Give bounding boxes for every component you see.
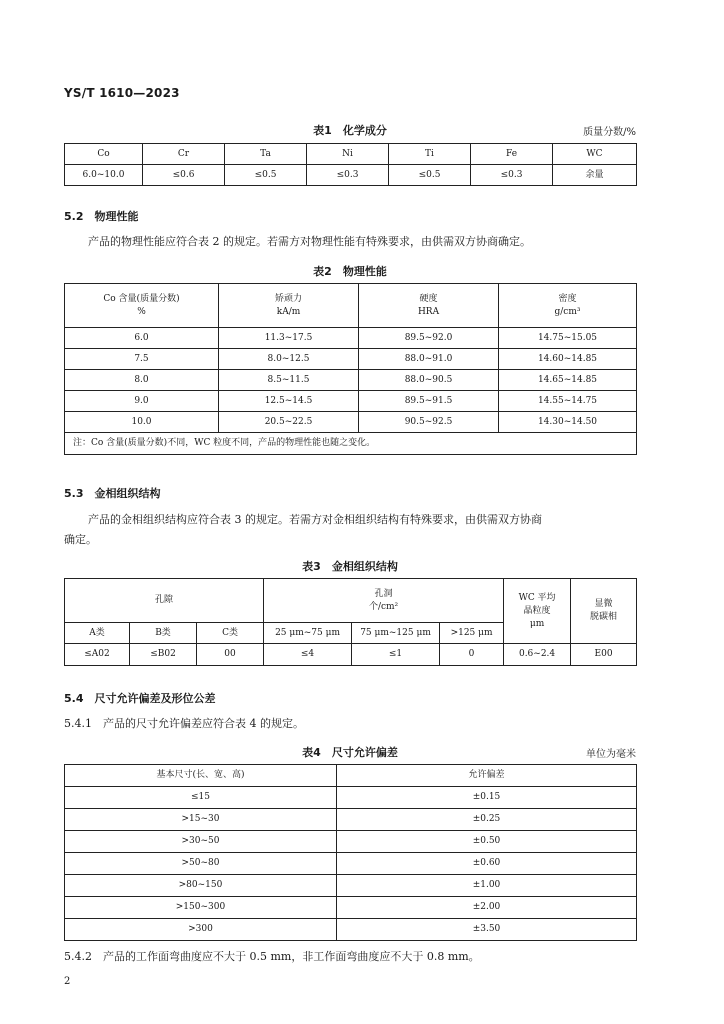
pores-header: 孔隙 — [65, 579, 264, 623]
table-cell: 14.30~14.50 — [499, 412, 637, 433]
table-header-cell: 矫顽力 kA/m — [219, 284, 359, 328]
table-cell: 6.0 — [65, 328, 219, 349]
table-cell: >15~30 — [65, 809, 337, 831]
table-cell: 12.5~14.5 — [219, 391, 359, 412]
table-header-cell: C类 — [197, 623, 264, 644]
section-5-3-text-line1: 产品的金相组织结构应符合表 3 的规定。若需方对金相组织结构有特殊要求，由供需双方协商 — [88, 513, 542, 526]
table-cell: ≤0.6 — [143, 165, 225, 186]
table-cell: >150~300 — [65, 897, 337, 919]
section-5-2-text: 产品的物理性能应符合表 2 的规定。若需方对物理性能有特殊要求，由供需双方协商确定。 — [88, 235, 531, 248]
chemical-composition-table — [64, 143, 637, 186]
page-number: 2 — [64, 976, 71, 987]
table-cell: 89.5~92.0 — [359, 328, 499, 349]
section-5-2-heading: 5.2 物理性能 — [64, 210, 139, 223]
table-header-cell: 硬度 HRA — [359, 284, 499, 328]
table-cell: E00 — [571, 644, 637, 666]
table-cell: ≤0.5 — [389, 165, 471, 186]
table-cell: ≤15 — [65, 787, 337, 809]
table-header-cell: Ti — [389, 144, 471, 165]
table-cell: 14.55~14.75 — [499, 391, 637, 412]
table-cell: ±3.50 — [337, 919, 637, 941]
physical-properties-table — [64, 283, 637, 455]
table-header-cell: Ta — [225, 144, 307, 165]
table-cell: 0.6~2.4 — [504, 644, 571, 666]
table-cell: 90.5~92.5 — [359, 412, 499, 433]
table-cell: 6.0~10.0 — [65, 165, 143, 186]
table-cell: ±0.60 — [337, 853, 637, 875]
table-cell: 0 — [440, 644, 504, 666]
table-cell: ±0.25 — [337, 809, 637, 831]
table1-caption: 表1 化学成分 — [313, 124, 387, 137]
table-header-cell: 基本尺寸(长、宽、高) — [65, 765, 337, 787]
table-cell: ±2.00 — [337, 897, 637, 919]
table-cell: ≤B02 — [130, 644, 197, 666]
table-header-cell: 允许偏差 — [337, 765, 637, 787]
table-cell: >30~50 — [65, 831, 337, 853]
table-cell: >80~150 — [65, 875, 337, 897]
table1-unit: 质量分数/% — [583, 127, 636, 138]
table-header-cell: B类 — [130, 623, 197, 644]
document-code: YS/T 1610—2023 — [64, 86, 180, 100]
table-cell: 8.5~11.5 — [219, 370, 359, 391]
table-header-cell: Cr — [143, 144, 225, 165]
table-cell: 14.75~15.05 — [499, 328, 637, 349]
table-cell: ≤4 — [264, 644, 352, 666]
table-cell: 11.3~17.5 — [219, 328, 359, 349]
table-cell: 20.5~22.5 — [219, 412, 359, 433]
section-5-4-2-text: 5.4.2 产品的工作面弯曲度应不大于 0.5 mm，非工作面弯曲度应不大于 0.8 mm。 — [64, 950, 480, 963]
table-cell: 10.0 — [65, 412, 219, 433]
table-header-cell: WC — [553, 144, 637, 165]
table-header-cell: Co 含量(质量分数) % — [65, 284, 219, 328]
table-cell: ≤0.3 — [471, 165, 553, 186]
table2-caption: 表2 物理性能 — [313, 265, 387, 278]
table-cell: 8.0 — [65, 370, 219, 391]
table-cell: ≤A02 — [65, 644, 130, 666]
table-cell: ≤1 — [352, 644, 440, 666]
table-cell: ±1.00 — [337, 875, 637, 897]
table-cell: 14.65~14.85 — [499, 370, 637, 391]
table-cell: 14.60~14.85 — [499, 349, 637, 370]
table3-caption: 表3 金相组织结构 — [302, 560, 398, 573]
table-header-cell: 25 μm~75 μm — [264, 623, 352, 644]
table4-caption: 表4 尺寸允许偏差 — [302, 746, 398, 759]
table-header-cell: 密度 g/cm³ — [499, 284, 637, 328]
table-cell: >50~80 — [65, 853, 337, 875]
table-cell: 00 — [197, 644, 264, 666]
table-cell: ≤0.5 — [225, 165, 307, 186]
table-cell: ±0.50 — [337, 831, 637, 853]
table-header-cell: A类 — [65, 623, 130, 644]
table-cell: 9.0 — [65, 391, 219, 412]
wc-grain-size-header: WC 平均 晶粒度 μm — [504, 579, 571, 644]
table-cell: 89.5~91.5 — [359, 391, 499, 412]
table-cell: >300 — [65, 919, 337, 941]
section-5-3-text-line2: 确定。 — [64, 533, 97, 546]
table-header-cell: Co — [65, 144, 143, 165]
metallographic-structure-table — [64, 578, 637, 666]
section-5-3-heading: 5.3 金相组织结构 — [64, 487, 161, 500]
table-cell: 8.0~12.5 — [219, 349, 359, 370]
decarburization-header: 显微 脱碳相 — [571, 579, 637, 644]
table4-unit: 单位为毫米 — [586, 749, 636, 760]
holes-header: 孔洞 个/cm² — [264, 579, 504, 623]
table-header-cell: >125 μm — [440, 623, 504, 644]
table-header-cell: Fe — [471, 144, 553, 165]
table-cell: 88.0~90.5 — [359, 370, 499, 391]
table-cell: 余量 — [553, 165, 637, 186]
table-note: 注：Co 含量(质量分数)不同，WC 粒度不同，产品的物理性能也随之变化。 — [65, 433, 637, 455]
table-header-cell: Ni — [307, 144, 389, 165]
table-cell: ≤0.3 — [307, 165, 389, 186]
section-5-4-heading: 5.4 尺寸允许偏差及形位公差 — [64, 692, 216, 705]
table-header-cell: 75 μm~125 μm — [352, 623, 440, 644]
dimension-tolerance-table — [64, 764, 637, 941]
section-5-4-1-text: 5.4.1 产品的尺寸允许偏差应符合表 4 的规定。 — [64, 717, 304, 730]
table-cell: 7.5 — [65, 349, 219, 370]
table-cell: 88.0~91.0 — [359, 349, 499, 370]
table-cell: ±0.15 — [337, 787, 637, 809]
